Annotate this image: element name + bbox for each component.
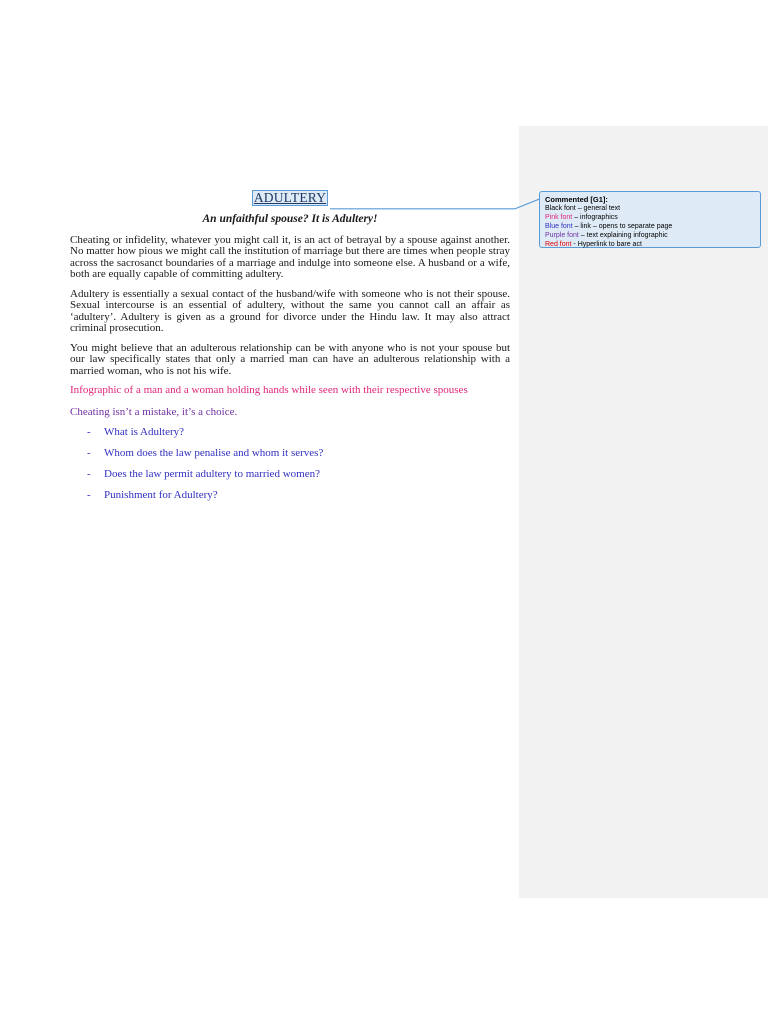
comment-line-red: Red font - Hyperlink to bare act bbox=[545, 241, 642, 248]
bullet-dash: - bbox=[87, 447, 91, 459]
comment-line-pink: Pink font – infographics bbox=[545, 214, 618, 221]
list-item[interactable] bbox=[87, 490, 510, 502]
comment-line-purple: Purple font – text explaining infographic bbox=[545, 232, 668, 239]
list-item[interactable] bbox=[87, 448, 510, 460]
bullet-dash: - bbox=[87, 426, 91, 438]
link-punishment[interactable]: Punishment for Adultery? bbox=[104, 489, 218, 501]
infographic-caption: Cheating isn’t a mistake, it’s a choice. bbox=[70, 405, 238, 418]
link-what-is-adultery[interactable]: What is Adultery? bbox=[104, 426, 185, 438]
comment-line-blue: Blue font – link – opens to separate page bbox=[545, 223, 673, 230]
document-page bbox=[70, 190, 510, 511]
list-item[interactable] bbox=[87, 427, 510, 439]
link-list bbox=[70, 427, 510, 502]
link-whom-law-penalises[interactable]: Whom does the law penalise and whom it serves? bbox=[104, 447, 324, 459]
link-law-permit-married-women[interactable]: Does the law permit adultery to married women? bbox=[104, 468, 320, 480]
document-subtitle: An unfaithful spouse? It is Adultery! bbox=[202, 213, 378, 225]
paragraph-2: Adultery is essentially a sexual contact of the husband/wife with someone who is not their spouse. Sexual intercourse is an essential of adultery, without the same you cannot call an affair as ‘adultery’. Adultery is given as a ground for divorce under the Hindu law. It may also attract criminal prosecution. bbox=[70, 287, 510, 334]
comment-line-black: Black font – general text bbox=[545, 205, 621, 212]
comment-balloon[interactable] bbox=[539, 191, 761, 248]
paragraph-1: Cheating or infidelity, whatever you might call it, is an act of betrayal by a spouse against another. No matter how pious we might call the institution of marriage but there are times when people stray across the sacrosanct boundaries of a marriage and indulge into someone else. A husband or a wife, both are equally capable of committing adultery. bbox=[70, 233, 510, 280]
bullet-dash: - bbox=[87, 489, 91, 501]
bullet-dash: - bbox=[87, 468, 91, 480]
paragraph-3: You might believe that an adulterous relationship can be with anyone who is not your spouse but our law specifically states that only a married man can have an adulterous relationship with a married woman, who is not his wife. bbox=[70, 341, 510, 377]
list-item[interactable] bbox=[87, 469, 510, 481]
comment-header: Commented [G1]: bbox=[545, 195, 608, 204]
document-title[interactable]: ADULTERY bbox=[253, 190, 327, 205]
infographic-note: Infographic of a man and a woman holding hands while seen with their respective spouses bbox=[70, 384, 468, 396]
